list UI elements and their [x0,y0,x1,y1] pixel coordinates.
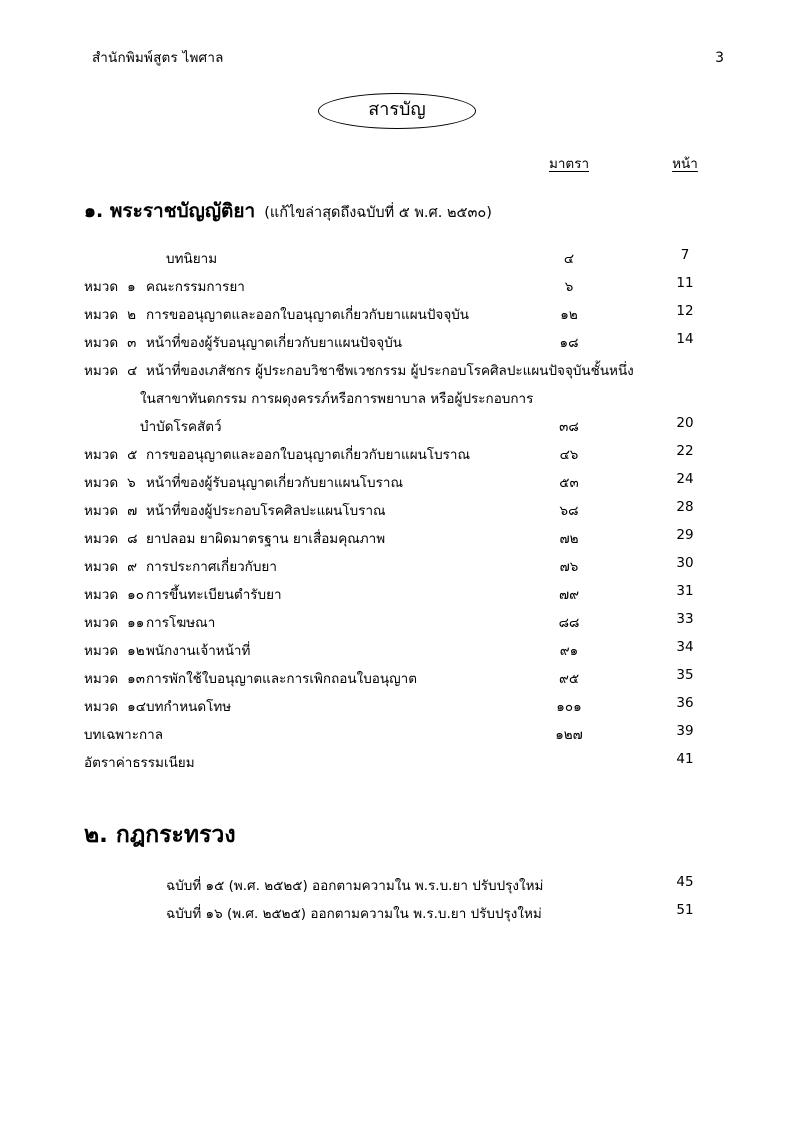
toc-entry-section: ๗๙ [558,587,580,603]
toc-entry-text: หน้าที่ของเภสัชกร ผู้ประกอบวิชาชีพเวชกรรม ผู้ประกอบโรคศิลปะแผนปัจจุบันชั้นหนึ่ง [146,363,634,379]
toc-entry[interactable] [0,497,794,525]
toc-entry-category: หมวด ๗ [84,503,138,519]
toc-entry[interactable] [0,245,794,273]
column-header-section: มาตรา [548,156,590,172]
toc-entry-label [166,902,542,924]
toc-entry-category: หมวด ๙ [84,559,138,575]
toc-entry-category-number: ๖ [127,475,136,491]
toc-entry-section: ๑๒๗ [555,727,583,743]
toc-entry-category: หมวด ๑๓ [84,671,145,687]
toc-entry-category: หมวด ๖ [84,475,136,491]
toc-entry-page: 7 [680,247,690,263]
toc-entry-section: ๔๖ [559,447,579,463]
column-headers [0,152,794,174]
toc-entry-section: ๓๘ [559,419,579,435]
toc-entry[interactable] [0,581,794,609]
toc-entry-label [84,723,163,745]
toc-entry-page: 41 [676,751,694,767]
toc-entry-page: 14 [676,331,694,347]
part-title: พระราชบัญญัติยา [103,200,256,222]
table-of-contents [0,196,794,928]
toc-entry-section: ๖ [564,279,574,295]
toc-entry-text: หน้าที่ของผู้รับอนุญาตเกี่ยวกับยาแผนโบราณ [146,475,403,491]
toc-entry-label [84,527,385,549]
running-head [92,46,724,68]
toc-entry-text: ยาปลอม ยาผิดมาตรฐาน ยาเสื่อมคุณภาพ [146,531,386,547]
toc-entry-page: 39 [676,723,694,739]
toc-entry-category: หมวด ๓ [84,335,137,351]
toc-entry-text: การโฆษณา [146,615,216,631]
toc-entry[interactable] [0,637,794,665]
toc-entry-category-number: ๑ [127,279,136,295]
toc-entry-page: 12 [676,303,694,319]
toc-entry[interactable] [0,301,794,329]
toc-entry[interactable] [0,441,794,469]
toc-entry-section: ๖๘ [559,503,579,519]
toc-entry[interactable] [0,357,794,385]
toc-entry-text: ฉบับที่ ๑๖ (พ.ศ. ๒๕๒๕) ออกตามความใน พ.ร.บ.ยา ปรับปรุงใหม่ [166,906,542,922]
heading-spacer [0,862,794,872]
toc-entry-category-number: ๓ [127,335,137,351]
toc-entry-text: พนักงานเจ้าหน้าที่ [146,643,251,659]
toc-entry-category-number: ๑๔ [127,699,146,715]
toc-entry-category-number: ๑๒ [127,643,145,659]
title-block [0,93,794,129]
toc-entry-page: 28 [676,499,694,515]
toc-entry-text: คณะกรรมการยา [146,279,245,295]
toc-entry-label [84,611,215,633]
toc-entry-page: 33 [676,611,694,627]
toc-entry-text: การขออนุญาตและออกใบอนุญาตเกี่ยวกับยาแผนปัจจุบัน [146,307,470,323]
toc-entry-label [140,387,533,409]
toc-entry-page: 24 [676,471,694,487]
toc-entry-section: ๗๖ [559,559,579,575]
toc-entry-category-number: ๙ [127,559,138,575]
toc-entry-category-number: ๒ [127,307,137,323]
toc-entry-section: ๙๕ [558,671,580,687]
toc-entry-page: 11 [676,275,694,291]
toc-entry-page: 34 [676,639,694,655]
toc-entry[interactable] [0,665,794,693]
toc-entry-text: ฉบับที่ ๑๕ (พ.ศ. ๒๕๒๕) ออกตามความใน พ.ร.บ.ยา ปรับปรุงใหม่ [166,878,544,894]
toc-entry-label [84,443,470,465]
toc-entry-page: 35 [676,667,694,683]
toc-entry-category: หมวด ๑๐ [84,587,144,603]
toc-entry-page: 45 [676,874,694,890]
publisher-name: สำนักพิมพ์สูตร ไพศาล [92,50,224,66]
toc-entry-category-number: ๑๑ [127,615,145,631]
toc-entry-label [84,303,469,325]
toc-entry-label [84,555,277,577]
toc-entry-category: หมวด ๑๒ [84,643,145,659]
part-heading [0,196,794,226]
toc-entry-text: อัตราค่าธรรมเนียม [84,755,195,771]
heading-spacer [0,235,794,245]
toc-entry-category-number: ๑๓ [127,671,145,687]
toc-entry[interactable] [0,469,794,497]
toc-entry-label [84,751,195,773]
toc-entry-text: บทนิยาม [166,251,218,267]
toc-entry-text: การขึ้นทะเบียนตำรับยา [146,587,282,603]
toc-entry-page: 22 [676,443,694,459]
toc-entry[interactable] [0,413,794,441]
toc-entry-label [84,275,245,297]
toc-entry-text: หน้าที่ของผู้รับอนุญาตเกี่ยวกับยาแผนปัจจุบัน [146,335,402,351]
toc-entry-text: หน้าที่ของผู้ประกอบโรคศิลปะแผนโบราณ [146,503,386,519]
toc-entry-category: หมวด ๕ [84,447,138,463]
part-title: กฎกระทรวง [107,822,236,848]
part-number: ๑. [84,200,104,222]
toc-entry-section: ๕๓ [559,475,579,491]
page-number: 3 [715,50,724,66]
toc-entry-text: การประกาศเกี่ยวกับยา [146,559,277,575]
toc-entry-category-number: ๘ [127,531,138,547]
toc-entry-label [84,667,417,689]
toc-entry[interactable] [0,721,794,749]
toc-entry-label [84,695,231,717]
toc-entry-page: 29 [676,527,694,543]
toc-entry-category: หมวด ๑๔ [84,699,146,715]
toc-entry[interactable] [0,609,794,637]
part-subtitle: (แก้ไขล่าสุดถึงฉบับที่ ๕ พ.ศ. ๒๕๓๐) [264,205,492,221]
toc-entry-label [84,471,403,493]
toc-entry-page: 20 [676,415,694,431]
toc-entry-label [140,415,222,437]
toc-entry-section: ๑๒ [560,307,578,323]
toc-entry-category-number: ๕ [127,447,138,463]
part-heading [0,817,794,853]
toc-entry-category-number: ๑๐ [127,587,144,603]
toc-entry-page: 36 [676,695,694,711]
toc-entry-label [84,331,402,353]
toc-entry-label [84,359,634,381]
toc-entry[interactable] [0,900,794,928]
toc-entry-section: ๔ [563,251,575,267]
toc-entry-category: หมวด ๔ [84,363,138,379]
toc-entry-text: ในสาขาทันตกรรม การผดุงครรภ์หรือการพยาบาล หรือผู้ประกอบการ [140,391,534,407]
toc-entry-label [166,247,217,269]
toc-entry-category: หมวด ๘ [84,531,138,547]
toc-entry-category: หมวด ๑ [84,279,136,295]
page-title: สารบัญ [318,93,476,129]
toc-entry[interactable] [0,329,794,357]
toc-entry-category: หมวด ๒ [84,307,137,323]
toc-entry-label [84,499,386,521]
toc-entry-section: ๑๘ [559,335,579,351]
column-header-page: หน้า [672,156,698,172]
toc-entry-section: ๑๐๑ [556,699,582,715]
toc-entry-category-number: ๔ [127,363,138,379]
toc-entry[interactable] [0,749,794,777]
toc-entry[interactable] [0,553,794,581]
toc-entry[interactable] [0,273,794,301]
toc-entry-label [84,583,282,605]
section-spacer [0,777,794,817]
toc-entry-text: การพักใช้ใบอนุญาตและการเพิกถอนใบอนุญาต [146,671,417,687]
toc-entry-text: บำบัดโรคสัตว์ [140,419,222,435]
toc-entry-text: บทกำหนดโทษ [146,699,232,715]
toc-entry-category-number: ๗ [127,503,138,519]
toc-entry-label [166,874,543,896]
toc-entry[interactable] [0,385,794,413]
toc-entry-page: 51 [676,902,694,918]
toc-entry[interactable] [0,693,794,721]
toc-entry-page: 30 [676,555,694,571]
toc-entry[interactable] [0,872,794,900]
toc-entry-label [84,639,250,661]
part-number: ๒. [84,822,108,848]
toc-entry-page: 31 [676,583,694,599]
toc-entry[interactable] [0,525,794,553]
toc-entry-section: ๘๘ [558,615,580,631]
toc-entry-section: ๗๒ [559,531,579,547]
toc-entry-category: หมวด ๑๑ [84,615,145,631]
toc-entry-section: ๙๑ [559,643,579,659]
toc-entry-text: การขออนุญาตและออกใบอนุญาตเกี่ยวกับยาแผนโบราณ [146,447,471,463]
toc-entry-text: บทเฉพาะกาล [84,727,164,743]
